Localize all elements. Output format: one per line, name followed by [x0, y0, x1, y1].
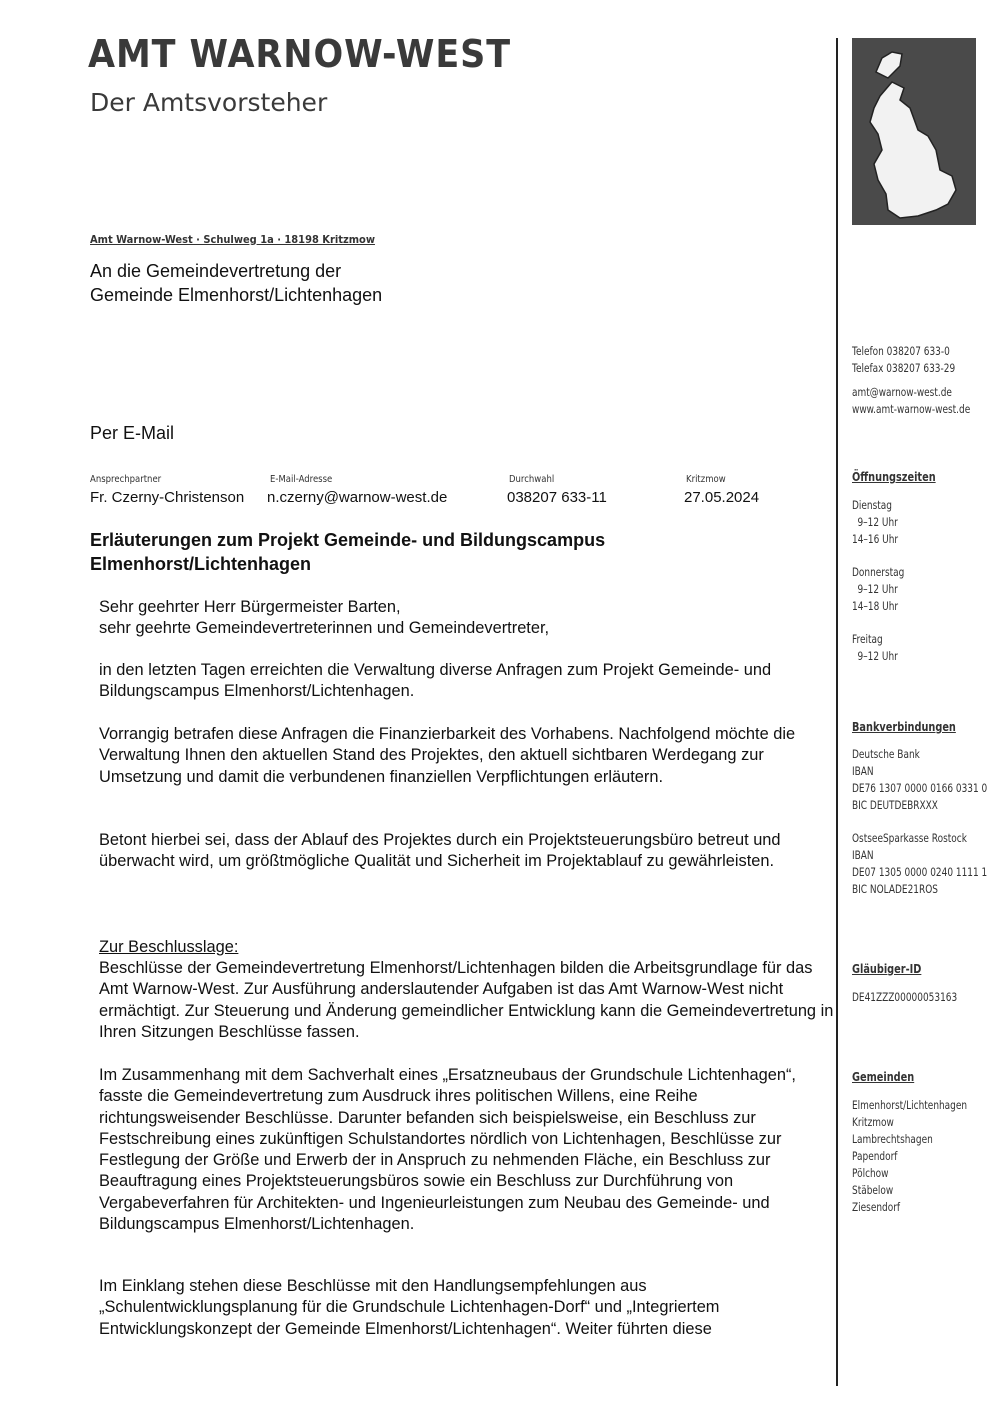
hours-day-2: Donnerstag	[852, 565, 905, 579]
sidebar-opening-hours	[852, 468, 936, 665]
sidebar-phone: Telefon 038207 633-0	[852, 344, 950, 358]
municipality-item: Stäbelow	[852, 1183, 894, 1197]
recipient-line-2: Gemeinde Elmenhorst/Lichtenhagen	[90, 285, 383, 305]
email-value[interactable]: n.czerny@warnow-west.de	[267, 489, 448, 506]
municipalities-heading: Gemeinden	[852, 1069, 915, 1084]
paragraph-5: Im Zusammenhang mit dem Sachverhalt eines „Ersatzneubaus der Grundschule Lichtenhagen“, fasste die Gemeindevertretung zum Ausdruck ihres politischen Willens, eine Reihe richtungsweisender Beschlüsse. Darunter befanden sich beispielsweise, ein Beschluss zur Festschreibung eines zukünftigen Schulstandortes nördlich von Lichtenhagen, Beschlüsse zur Festlegung der Größe und Erwerb der in Anspruch zu nehmenden Fläche, ein Beschluss zur Beauftragung eines Projektsteuerungsbüros sowie ein Beschluss zur Durchführung von Vergabeverfahren für Architekten- und Ingenieurleistungen zum Neubau des Gemeinde- und Bildungscampus Elmenhorst/Lichtenhagen.	[99, 1066, 796, 1234]
delivery-method: Per E-Mail	[90, 423, 175, 443]
extension-label: Durchwahl	[509, 474, 555, 485]
bank-2-iban-label: IBAN	[852, 848, 874, 862]
hours-day-2-time-2: 14–18 Uhr	[852, 599, 899, 613]
subject-line-2: Elmenhorst/Lichtenhagen	[90, 554, 312, 574]
subject-line-1: Erläuterungen zum Projekt Gemeinde- und Bildungscampus	[90, 530, 606, 550]
sidebar-municipalities	[852, 1068, 967, 1216]
paragraph-4: Beschlüsse der Gemeindevertretung Elmenhorst/Lichtenhagen bilden die Arbeitsgrundlage für das Amt Warnow-West. Zur Ausführung anderslautender Aufgaben ist das Amt Warnow-West nicht ermächtigt. Zur Steuerung und Änderung gemeindlicher Entwicklung kann die Gemeindevertretung in Ihren Sitzungen Beschlüsse fassen.	[99, 959, 834, 1041]
paragraph-2: Vorrangig betrafen diese Anfragen die Finanzierbarkeit des Vorhabens. Nachfolgend möchte die Verwaltung Ihnen den aktuellen Stand des Projektes, den aktuell sichtbaren Werdegang zur Umsetzung und damit die verbundenen finanziellen Verpflichtungen erläutern.	[99, 725, 796, 786]
place-label: Kritzmow	[686, 474, 726, 485]
organization-subtitle: Der Amtsvorsteher	[90, 88, 328, 117]
creditor-id: DE41ZZZ00000053163	[852, 990, 958, 1004]
sidebar-creditor	[852, 960, 957, 1006]
hours-day-3: Freitag	[852, 632, 883, 646]
sidebar-bank-details	[852, 718, 987, 898]
sidebar-website[interactable]: www.amt-warnow-west.de	[852, 402, 971, 416]
paragraph-3: Betont hierbei sei, dass der Ablauf des Projektes durch ein Projektsteuerungsbüro betreut und überwacht wird, um größtmögliche Qualität und Sicherheit im Projektablauf zu gewährleisten.	[99, 831, 781, 871]
municipality-item: Lambrechtshagen	[852, 1132, 933, 1146]
contact-value: Fr. Czerny-Christenson	[90, 489, 245, 506]
bank-1-iban: DE76 1307 0000 0166 0331 0	[852, 781, 988, 795]
municipality-item: Ziesendorf	[852, 1200, 901, 1214]
extension-value: 038207 633-11	[507, 489, 607, 506]
hours-day-1-time-1: 9–12 Uhr	[857, 515, 898, 529]
municipality-item: Papendorf	[852, 1149, 898, 1163]
hours-day-3-time-1: 9–12 Uhr	[857, 649, 898, 663]
recipient-address	[90, 259, 382, 307]
municipality-item: Elmenhorst/Lichtenhagen	[852, 1098, 968, 1112]
paragraph-6: Im Einklang stehen diese Beschlüsse mit den Handlungsempfehlungen aus „Schulentwicklungsplanung für die Grundschule Lichtenhagen-Dorf“ und „Integriertem Entwicklungskonzept der Gemeinde Elmenhorst/Lichtenhagen“. Weiter führten diese	[99, 1277, 720, 1338]
recipient-line-1: An die Gemeindevertretung der	[90, 261, 342, 281]
sender-address-line: Amt Warnow-West · Schulweg 1a · 18198 Kritzmow	[90, 233, 375, 246]
bank-2-bic: BIC NOLADE21ROS	[852, 882, 939, 896]
section-heading: Zur Beschlusslage:	[99, 938, 239, 956]
municipality-item: Pölchow	[852, 1166, 889, 1180]
organization-name: AMT WARNOW-WEST	[88, 32, 512, 76]
salutation-line-2: sehr geehrte Gemeindevertreterinnen und Gemeindevertreter,	[99, 619, 550, 638]
bank-2-name: OstseeSparkasse Rostock	[852, 831, 967, 845]
hours-day-1-time-2: 14–16 Uhr	[852, 532, 899, 546]
bank-1-name: Deutsche Bank	[852, 747, 920, 761]
sidebar-fax: Telefax 038207 633-29	[852, 361, 956, 375]
opening-hours-heading: Öffnungszeiten	[852, 469, 936, 484]
hours-day-1: Dienstag	[852, 498, 892, 512]
salutation	[99, 597, 839, 640]
letter-subject	[90, 528, 810, 576]
hours-day-2-time-1: 9–12 Uhr	[857, 582, 898, 596]
municipality-item: Kritzmow	[852, 1115, 894, 1129]
bank-1-bic: BIC DEUTDEBRXXX	[852, 798, 938, 812]
map-silhouette-icon	[852, 38, 976, 225]
email-label: E-Mail-Adresse	[270, 474, 333, 485]
bank-heading: Bankverbindungen	[852, 719, 956, 734]
sidebar-contact	[852, 343, 970, 418]
contact-label: Ansprechpartner	[90, 474, 162, 485]
paragraph-1: in den letzten Tagen erreichten die Verwaltung diverse Anfragen zum Projekt Gemeinde- und Bildungscampus Elmenhorst/Lichtenhagen.	[99, 661, 772, 701]
bank-2-iban: DE07 1305 0000 0240 1111 1	[852, 865, 988, 879]
municipalities-list	[852, 1097, 967, 1216]
salutation-line-1: Sehr geehrter Herr Bürgermeister Barten,	[99, 598, 401, 616]
district-map-logo	[852, 38, 976, 225]
sidebar-email[interactable]: amt@warnow-west.de	[852, 385, 952, 399]
bank-1-iban-label: IBAN	[852, 764, 874, 778]
creditor-heading: Gläubiger-ID	[852, 961, 922, 976]
letter-date: 27.05.2024	[684, 489, 760, 506]
